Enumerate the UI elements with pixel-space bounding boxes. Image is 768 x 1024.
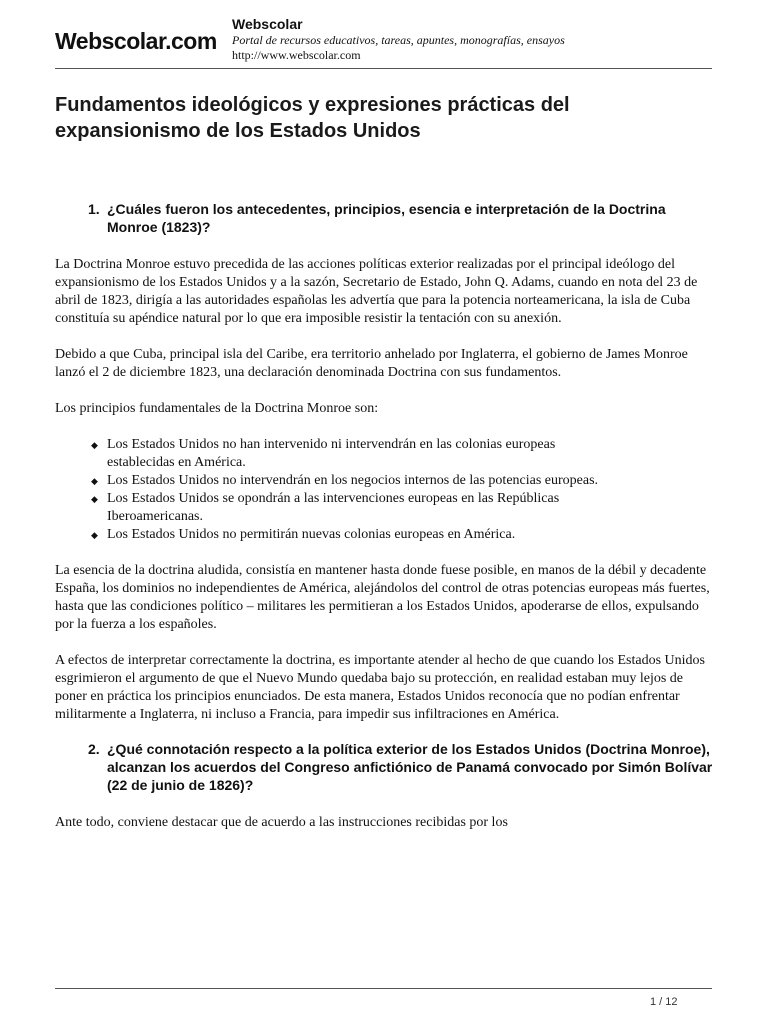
paragraph-2: Debido a que Cuba, principal isla del Caribe, era territorio anhelado por Inglaterra, el gobierno de James Monroe lanzó el 2 de diciembre 1823, una declaración denominada Doctrina con sus fundamentos. xyxy=(55,347,688,380)
site-info xyxy=(232,16,565,63)
document-body xyxy=(55,200,715,832)
list-item-text: Los Estados Unidos no intervendrán en los negocios internos de las potencias europeas. xyxy=(107,473,599,488)
bullet-icon: ◆ xyxy=(91,440,98,450)
question-2 xyxy=(55,740,715,794)
principles-list xyxy=(55,436,715,544)
paragraph-3: Los principios fundamentales de la Doctrina Monroe son: xyxy=(55,401,379,416)
list-item-text: Los Estados Unidos no han intervenido ni intervendrán en las colonias europeas establecidas en América. xyxy=(107,437,556,470)
bullet-icon: ◆ xyxy=(91,476,98,486)
site-name: Webscolar xyxy=(232,16,303,32)
paragraph-5: A efectos de interpretar correctamente la doctrina, es importante atender al hecho de que cuando los Estados Unidos esgrimieron el argumento de que el Nuevo Mundo quedaba bajo su protección, en realidad estaban muy lejos de poner en práctica los principios enunciados. De esta manera, Estados Unidos reconocía que no podían enfrentar militarmente a Inglaterra, ni incluso a Francia, para impedir sus infiltraciones en América. xyxy=(55,653,705,722)
question-1 xyxy=(55,200,715,236)
list-item xyxy=(55,436,612,472)
bullet-icon: ◆ xyxy=(91,530,98,540)
document-title: Fundamentos ideológicos y expresiones prácticas del expansionismo de los Estados Unidos xyxy=(55,94,570,142)
list-item-text: Los Estados Unidos no permitirán nuevas colonias europeas en América. xyxy=(107,527,516,542)
list-item xyxy=(55,526,612,544)
list-item xyxy=(55,472,612,490)
site-url[interactable]: http://www.webscolar.com xyxy=(232,48,361,62)
paragraph-6: Ante todo, conviene destacar que de acuerdo a las instrucciones recibidas por los xyxy=(55,815,508,830)
question-1-text: ¿Cuáles fueron los antecedentes, principios, esencia e interpretación de la Doctrina Monroe (1823)? xyxy=(107,201,666,235)
page-header xyxy=(55,14,712,69)
page-number: 1 / 12 xyxy=(650,996,678,1008)
bullet-icon: ◆ xyxy=(91,494,98,504)
paragraph-1: La Doctrina Monroe estuvo precedida de las acciones políticas exterior realizadas por el principal ideólogo del expansionismo de los Estados Unidos y a la sazón, Secretario de Estado, John Q. Adams, cuando en nota del 23 de abril de 1823, dirigía a las autoridades españolas les advertía que para la potencia norteamericana, la isla de Cuba constituía su apéndice natural por lo que era imposible resistir la tentación con su anexión. xyxy=(55,257,698,326)
paragraph-4: La esencia de la doctrina aludida, consistía en mantener hasta donde fuese posible, en manos de la débil y decadente España, los dominios no independientes de América, alejándolos del control de otras potencias europeas más fuertes, hasta que las condiciones político – militares les permitieran a los Estados Unidos, apoderarse de ellos, expulsando por la fuerza a los españoles. xyxy=(55,563,710,632)
site-logo: Webscolar.com xyxy=(55,28,217,54)
question-1-number: 1. xyxy=(88,201,100,217)
list-item-text: Los Estados Unidos se opondrán a las intervenciones europeas en las Repúblicas Iberoamericanas. xyxy=(107,491,560,524)
list-item xyxy=(55,490,612,526)
site-tagline: Portal de recursos educativos, tareas, apuntes, monografías, ensayos xyxy=(232,33,565,47)
question-2-number: 2. xyxy=(88,741,100,757)
question-2-text: ¿Qué connotación respecto a la política exterior de los Estados Unidos (Doctrina Monroe), alcanzan los acuerdos del Congreso anfictiónico de Panamá convocado por Simón Bolívar (22 de junio de 1826)? xyxy=(107,741,713,793)
footer-divider xyxy=(55,988,712,989)
